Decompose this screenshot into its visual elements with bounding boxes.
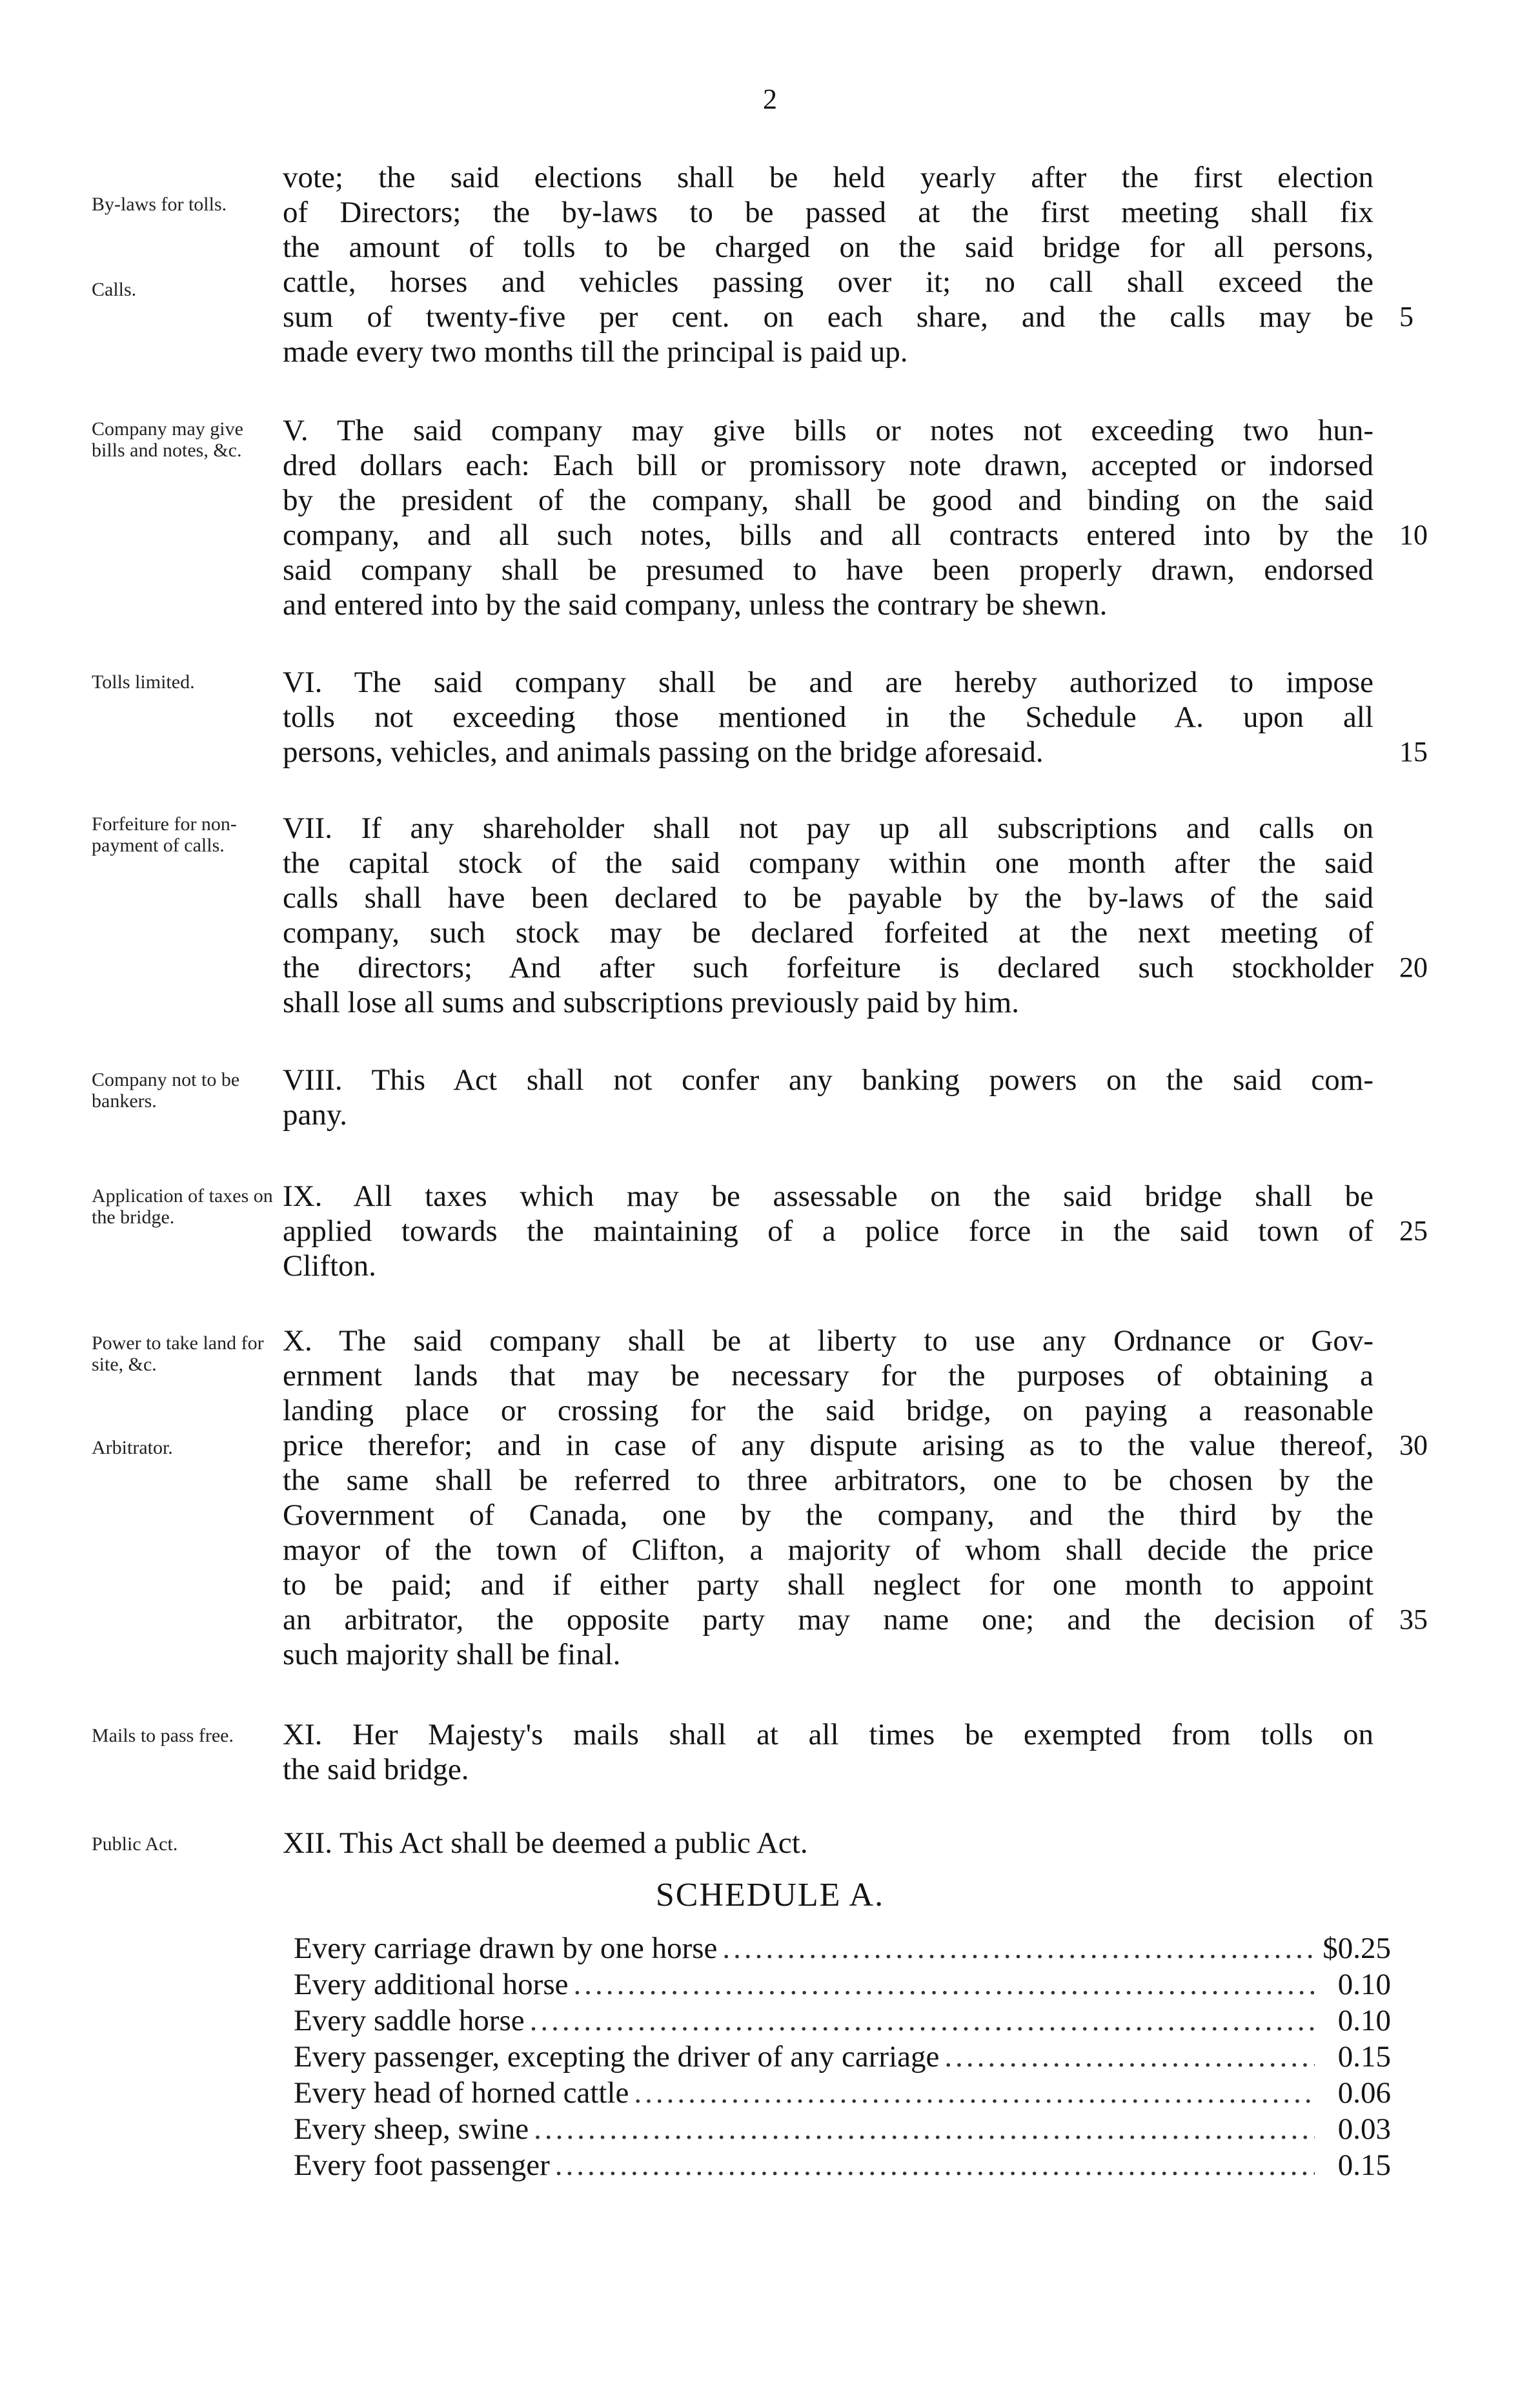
body-line: said company shall be presumed to have been properly drawn, endorsed xyxy=(283,553,1373,587)
body-line: XII. This Act shall be deemed a public Act. xyxy=(283,1826,808,1860)
body-line: the said bridge. xyxy=(283,1753,469,1786)
page-number: 2 xyxy=(763,83,777,115)
margin-note-arbitrator: Arbitrator. xyxy=(92,1437,173,1458)
body-line: mayor of the town of Clifton, a majority of whom shall decide the price xyxy=(283,1533,1373,1567)
schedule-row xyxy=(294,2111,1391,2147)
body-line: company, and all such notes, bills and all contracts entered into by the xyxy=(283,518,1373,552)
body-line: tolls not exceeding those mentioned in the Schedule A. upon all xyxy=(283,700,1373,734)
body-line: the capital stock of the said company within one month after the said xyxy=(283,846,1373,880)
body-line: dred dollars each: Each bill or promissory note drawn, accepted or indorsed xyxy=(283,449,1373,482)
body-line: the directors; And after such forfeiture is declared such stockholder xyxy=(283,951,1373,984)
body-line: sum of twenty-five per cent. on each share, and the calls may be xyxy=(283,300,1373,334)
body-line: VII. If any shareholder shall not pay up all subscriptions and calls on xyxy=(283,811,1373,845)
body-line: of Directors; the by-laws to be passed at the first meeting shall fix xyxy=(283,196,1373,229)
body-line: Government of Canada, one by the company, and the third by the xyxy=(283,1498,1373,1532)
schedule-value: 0.06 xyxy=(1337,2076,1391,2110)
margin-note-mails: Mails to pass free. xyxy=(92,1725,234,1746)
margin-note-taxes: Application of taxes on the bridge. xyxy=(92,1185,273,1228)
line-number: 35 xyxy=(1399,1604,1428,1635)
margin-note-public-act: Public Act. xyxy=(92,1833,178,1855)
schedule-row xyxy=(294,2147,1391,2183)
margin-note-calls: Calls. xyxy=(92,279,137,300)
margin-note-tolls-limited: Tolls limited. xyxy=(92,671,195,693)
body-line: shall lose all sums and subscriptions previously paid by him. xyxy=(283,986,1019,1019)
body-line: X. The said company shall be at liberty to use any Ordnance or Gov- xyxy=(283,1324,1373,1358)
margin-note-bankers: Company not to be bankers. xyxy=(92,1069,240,1112)
margin-note-forfeiture: Forfeiture for non-payment of calls. xyxy=(92,813,237,856)
schedule-title: SCHEDULE A. xyxy=(655,1877,885,1913)
body-line: calls shall have been declared to be payable by the by-laws of the said xyxy=(283,881,1373,915)
line-number: 10 xyxy=(1399,519,1428,551)
body-line: such majority shall be final. xyxy=(283,1638,621,1671)
schedule-value: 0.15 xyxy=(1337,2040,1391,2074)
schedule-item: Every foot passenger xyxy=(294,2148,550,2182)
schedule-value: $0.25 xyxy=(1322,1932,1391,1965)
body-line: pany. xyxy=(283,1098,348,1132)
body-line: IX. All taxes which may be assessable on the said bridge shall be xyxy=(283,1179,1373,1213)
body-line: VIII. This Act shall not confer any banking powers on the said com- xyxy=(283,1063,1373,1097)
body-line: VI. The said company shall be and are hereby authorized to impose xyxy=(283,666,1373,699)
body-line: to be paid; and if either party shall neglect for one month to appoint xyxy=(283,1568,1373,1602)
leader-dots xyxy=(944,2039,1315,2075)
leader-dots xyxy=(534,2111,1315,2147)
leader-dots xyxy=(530,2003,1315,2039)
body-line: by the president of the company, shall be good and binding on the said xyxy=(283,484,1373,517)
body-line: the same shall be referred to three arbitrators, one to be chosen by the xyxy=(283,1463,1373,1497)
body-line: company, such stock may be declared forfeited at the next meeting of xyxy=(283,916,1373,950)
body-line: cattle, horses and vehicles passing over it; no call shall exceed the xyxy=(283,265,1373,299)
schedule-row xyxy=(294,1930,1391,1966)
schedule-row xyxy=(294,2075,1391,2111)
margin-note-bylaws: By-laws for tolls. xyxy=(92,194,227,215)
body-line: and entered into by the said company, unless the contrary be shewn. xyxy=(283,588,1108,622)
body-line: vote; the said elections shall be held yearly after the first election xyxy=(283,161,1373,194)
schedule-row xyxy=(294,2039,1391,2075)
schedule-item: Every saddle horse xyxy=(294,2004,525,2037)
margin-note-land: Power to take land for site, &c. xyxy=(92,1332,264,1375)
leader-dots xyxy=(722,1930,1315,1966)
schedule-item: Every head of horned cattle xyxy=(294,2076,629,2110)
leader-dots xyxy=(555,2147,1315,2183)
schedule-value: 0.10 xyxy=(1337,2004,1391,2037)
schedule-row xyxy=(294,1966,1391,2003)
body-line: the amount of tolls to be charged on the said bridge for all persons, xyxy=(283,230,1373,264)
schedule-value: 0.10 xyxy=(1337,1968,1391,2001)
leader-dots xyxy=(573,1966,1315,2003)
body-line: V. The said company may give bills or notes not exceeding two hun- xyxy=(283,414,1373,447)
body-line: price therefor; and in case of any dispute arising as to the value thereof, xyxy=(283,1429,1373,1462)
line-number: 5 xyxy=(1399,301,1413,332)
margin-note-bills: Company may give bills and notes, &c. xyxy=(92,418,243,461)
leader-dots xyxy=(634,2075,1315,2111)
body-line: ernment lands that may be necessary for the purposes of obtaining a xyxy=(283,1359,1373,1392)
line-number: 30 xyxy=(1399,1429,1428,1461)
schedule-item: Every passenger, excepting the driver of any carriage xyxy=(294,2040,940,2074)
body-line: Clifton. xyxy=(283,1249,376,1283)
line-number: 15 xyxy=(1399,736,1428,768)
schedule-item: Every carriage drawn by one horse xyxy=(294,1932,718,1965)
body-line: applied towards the maintaining of a police force in the said town of xyxy=(283,1214,1373,1248)
line-number: 25 xyxy=(1399,1215,1428,1247)
line-number: 20 xyxy=(1399,952,1428,983)
body-line: persons, vehicles, and animals passing on the bridge aforesaid. xyxy=(283,735,1044,769)
body-line: made every two months till the principal is paid up. xyxy=(283,335,908,369)
schedule-item: Every sheep, swine xyxy=(294,2112,529,2146)
schedule-item: Every additional horse xyxy=(294,1968,569,2001)
body-line: XI. Her Majesty's mails shall at all times be exempted from tolls on xyxy=(283,1718,1373,1751)
schedule-value: 0.03 xyxy=(1337,2112,1391,2146)
body-line: an arbitrator, the opposite party may name one; and the decision of xyxy=(283,1603,1373,1637)
body-line: landing place or crossing for the said bridge, on paying a reasonable xyxy=(283,1394,1373,1427)
schedule-row xyxy=(294,2003,1391,2039)
schedule-value: 0.15 xyxy=(1337,2148,1391,2182)
